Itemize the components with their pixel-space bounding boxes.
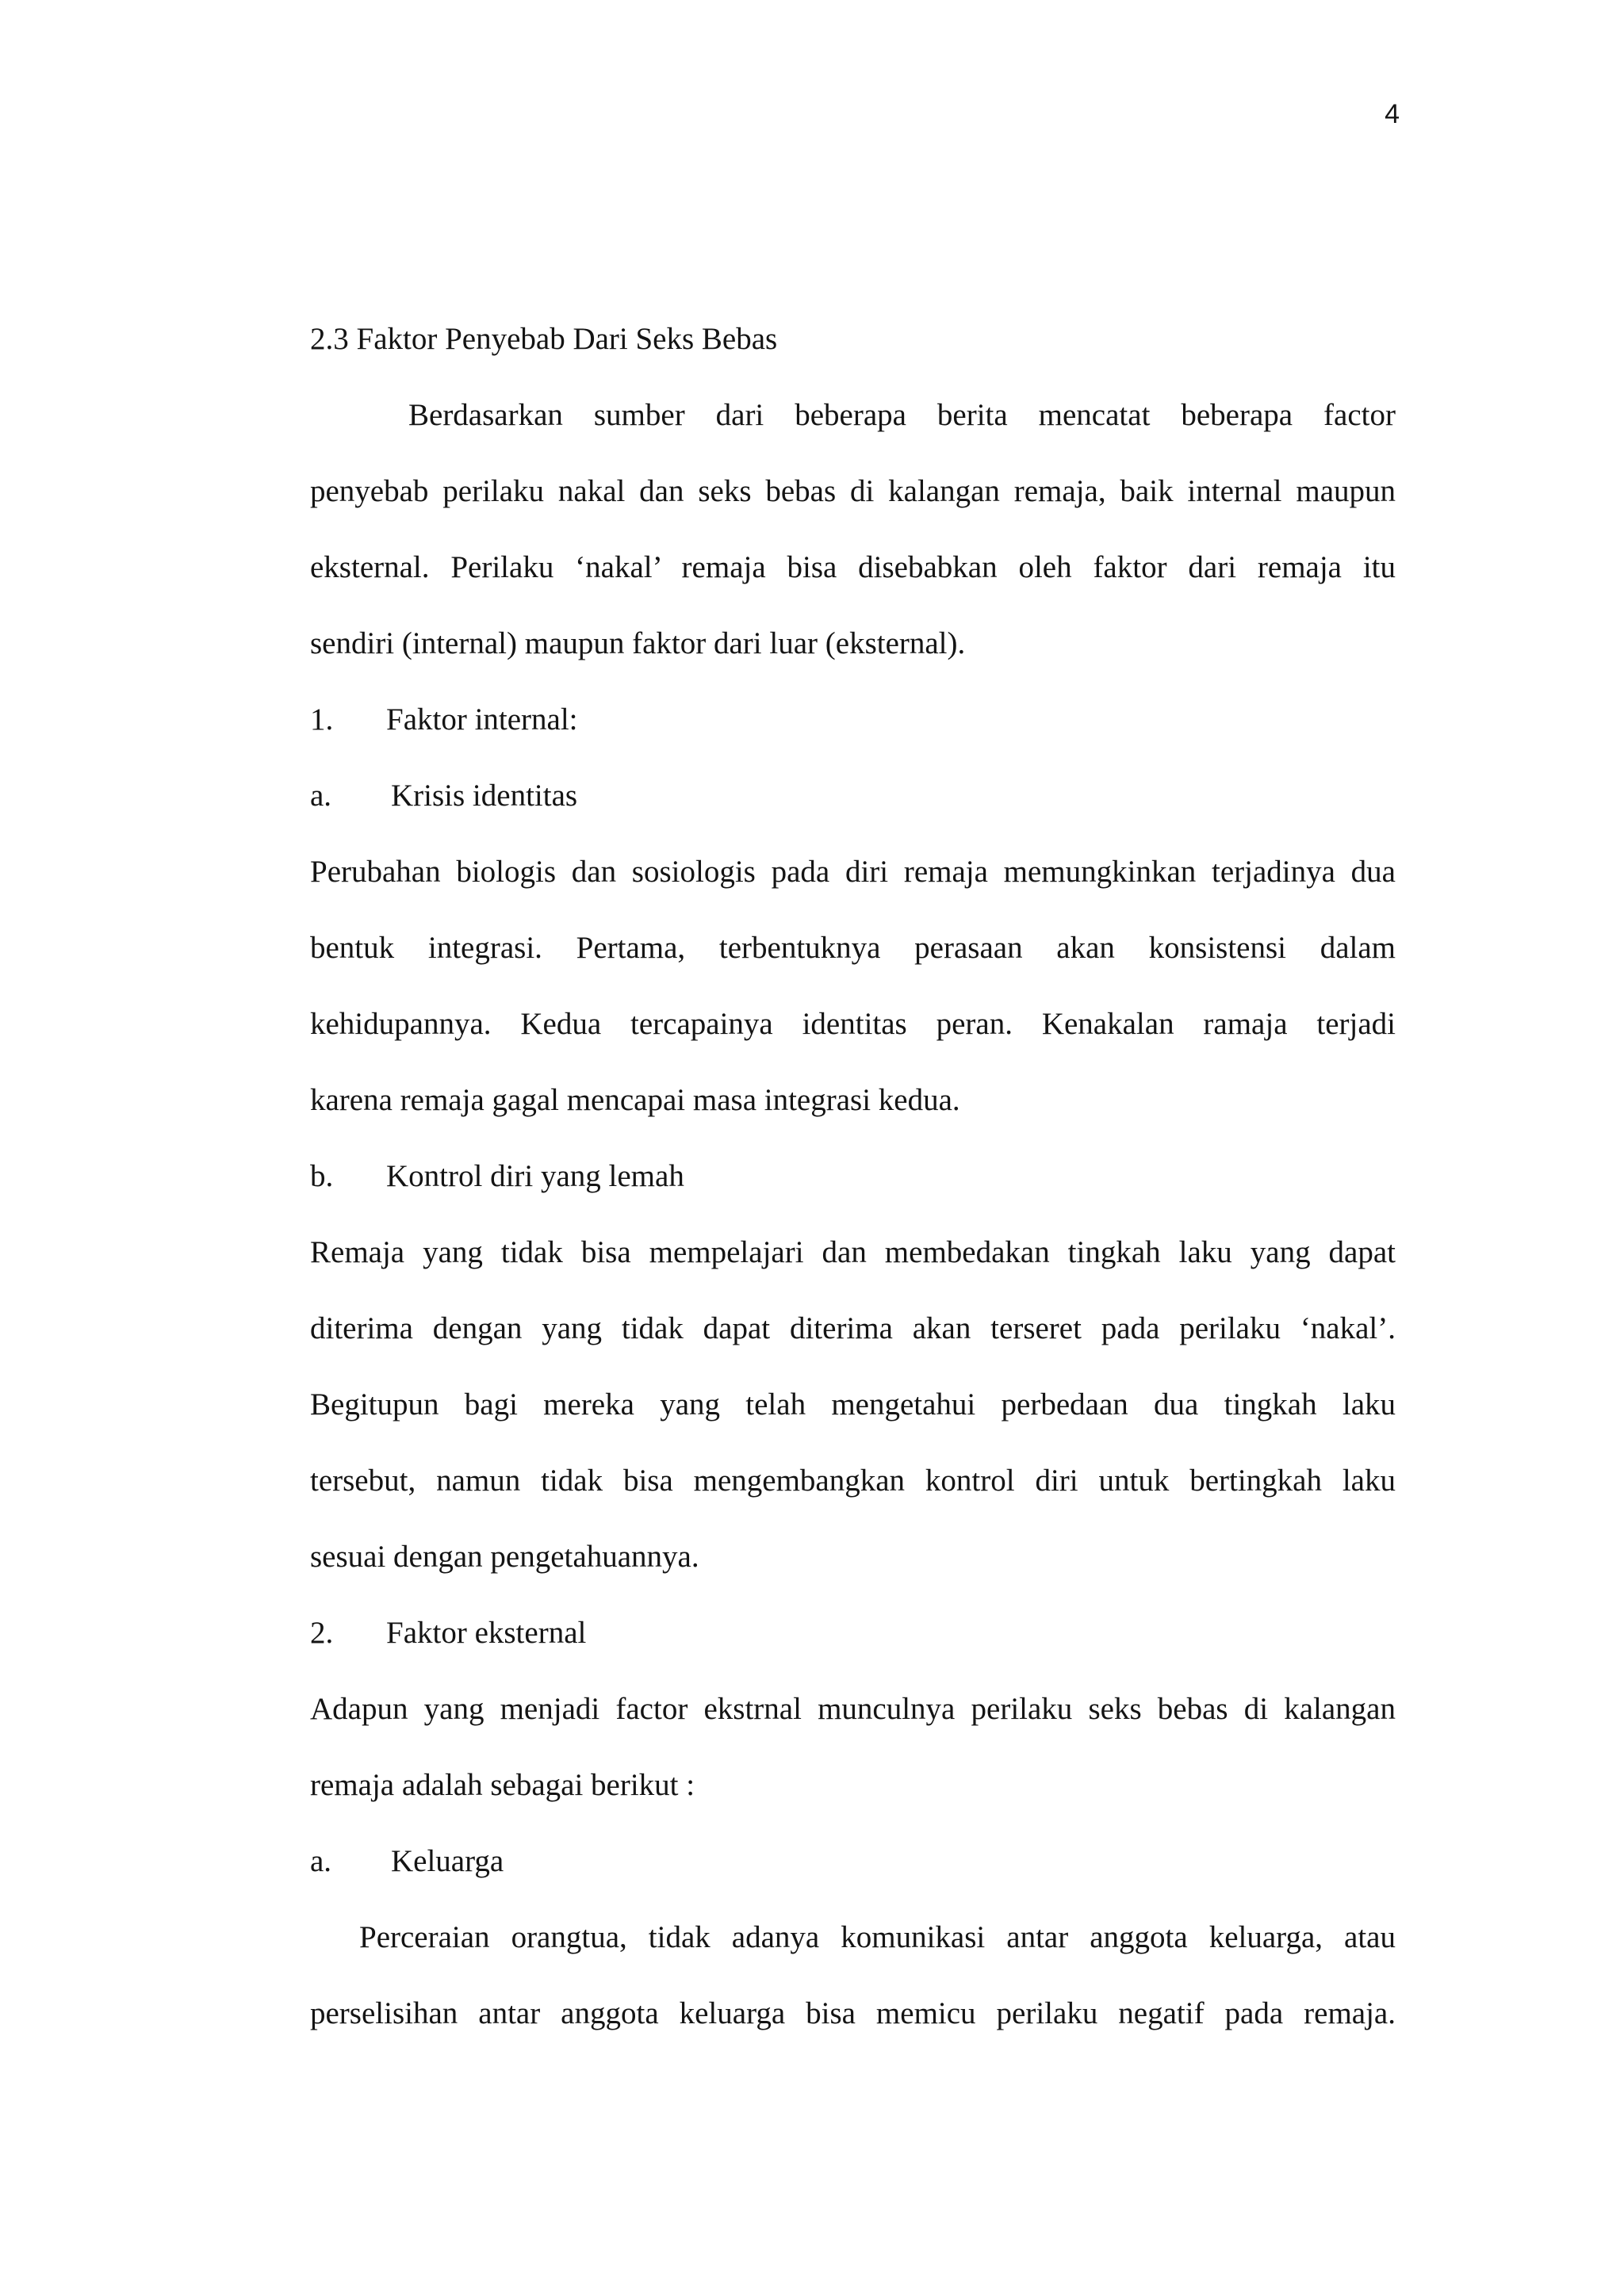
intro-line-2: penyebab perilaku nakal dan seks bebas di kalangan remaja, baik internal maupun [310,474,1396,508]
item-a2-line-2: perselisihan antar anggota keluarga bisa memicu perilaku negatif pada remaja. [310,1996,1396,2030]
intro-line-4: sendiri (internal) maupun faktor dari luar (eksternal). [310,626,966,660]
item-b1-line-5: sesuai dengan pengetahuannya. [310,1540,699,1574]
section-1-title: Faktor internal: [386,702,578,737]
item-a1-line-2: bentuk integrasi. Pertama, terbentuknya perasaan akan konsistensi dalam [310,931,1396,965]
item-b1-line-1: Remaja yang tidak bisa mempelajari dan membedakan tingkah laku yang dapat [310,1235,1396,1269]
item-b1-line-4: tersebut, namun tidak bisa mengembangkan kontrol diri untuk bertingkah laku [310,1464,1396,1498]
item-b1-line-2: diterima dengan yang tidak dapat diterima akan terseret pada perilaku ‘nakal’. [310,1311,1396,1345]
item-a1-line-3: kehidupannya. Kedua tercapainya identitas peran. Kenakalan ramaja terjadi [310,1007,1396,1041]
item-a1-line-1: Perubahan biologis dan sosiologis pada diri remaja memungkinkan terjadinya dua [310,855,1396,889]
item-a2-marker: a. [310,1844,332,1878]
page-number: 4 [1385,99,1400,129]
section-2-line-2: remaja adalah sebagai berikut : [310,1768,695,1802]
intro-line-1: Berdasarkan sumber dari beberapa berita mencatat beberapa factor [408,398,1396,432]
section-2-line-1: Adapun yang menjadi factor ekstrnal munculnya perilaku seks bebas di kalangan [310,1692,1396,1726]
page-body [310,301,1396,2052]
item-a2-heading [310,1823,1396,1900]
item-a1-line-4: karena remaja gagal mencapai masa integrasi kedua. [310,1083,960,1117]
item-a1-title: Krisis identitas [391,779,578,813]
item-b1-marker: b. [310,1159,334,1193]
item-a1-heading [310,758,1396,834]
item-a1-marker: a. [310,779,332,813]
item-a2-line-1: Perceraian orangtua, tidak adanya komunikasi antar anggota keluarga, atau [359,1920,1396,1954]
item-b1-title: Kontrol diri yang lemah [386,1159,684,1193]
item-b1-line-3: Begitupun bagi mereka yang telah mengetahui perbedaan dua tingkah laku [310,1387,1396,1422]
section-1-number: 1. [310,702,334,737]
item-a2-title: Keluarga [391,1844,504,1878]
section-heading: 2.3 Faktor Penyebab Dari Seks Bebas [310,322,778,356]
section-2-title: Faktor eksternal [386,1616,587,1650]
section-2-number: 2. [310,1616,334,1650]
item-b1-heading [310,1138,1396,1215]
section-1-heading [310,682,1396,758]
intro-line-3: eksternal. Perilaku ‘nakal’ remaja bisa disebabkan oleh faktor dari remaja itu [310,550,1396,584]
section-2-heading [310,1595,1396,1671]
